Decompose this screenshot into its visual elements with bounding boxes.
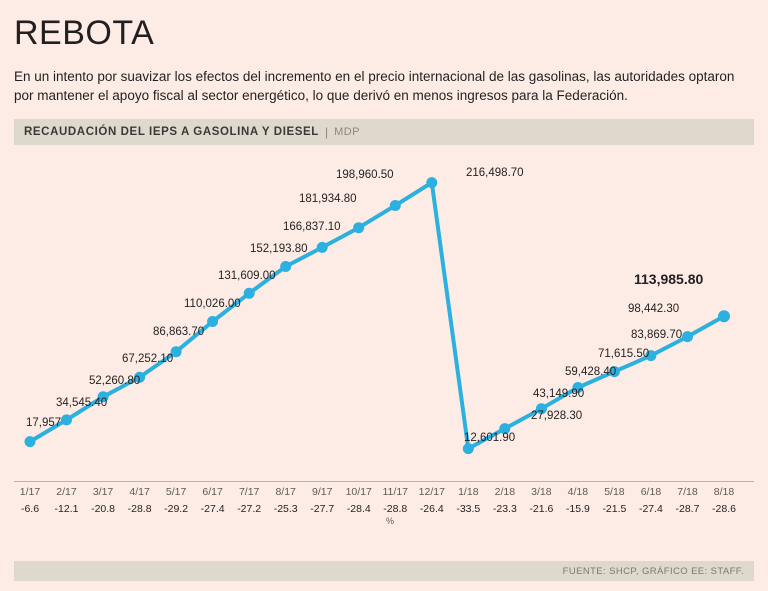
x-axis-percent-label: -21.5 (602, 502, 627, 515)
x-axis-percent-label: -20.8 (91, 502, 116, 515)
x-axis-period-label: 1/17 (19, 485, 41, 498)
x-axis-percent-label: -28.8 (383, 502, 408, 515)
data-label: 17,957 (26, 416, 62, 429)
x-axis-period-label: 4/17 (129, 485, 150, 498)
x-axis-tick (639, 482, 663, 515)
data-point (463, 443, 474, 454)
chart-area (14, 151, 754, 481)
x-axis-tick (55, 482, 79, 515)
x-axis-period-label: 2/17 (56, 485, 77, 498)
x-axis-period-label: 6/18 (640, 485, 662, 498)
x-axis-tick (456, 482, 480, 515)
data-point (25, 436, 36, 447)
data-point (353, 222, 364, 233)
data-point (244, 287, 255, 298)
data-label: 166,837.10 (283, 220, 341, 233)
x-axis-tick (274, 482, 298, 515)
data-label: 86,863.70 (153, 325, 205, 338)
percent-symbol: % (386, 515, 395, 526)
data-label: 152,193.80 (250, 242, 308, 255)
data-point (718, 310, 730, 322)
x-axis-percent-label: -27.2 (237, 502, 262, 515)
data-label: 131,609.00 (218, 269, 276, 282)
x-axis-tick (201, 482, 225, 515)
x-axis-tick (529, 482, 553, 515)
data-label: 52,260.80 (89, 374, 141, 387)
chart-unit-label: MDP (334, 125, 361, 138)
x-axis-percent-label: -28.7 (675, 502, 700, 515)
data-label: 34,545.40 (56, 396, 108, 409)
x-axis-percent-label: -29.2 (164, 502, 189, 515)
data-label: 181,934.80 (299, 192, 357, 205)
data-label: 98,442.30 (628, 302, 680, 315)
x-axis-period-label: 3/17 (92, 485, 114, 498)
chart-title-band (14, 119, 754, 145)
infographic-page (0, 14, 768, 591)
data-label: 110,026.00 (184, 297, 241, 310)
x-axis-percent-label: -15.9 (565, 502, 590, 515)
x-axis-tick (676, 482, 700, 515)
x-axis-period-label: 10/17 (345, 485, 372, 498)
x-axis-percent-label: -27.4 (200, 502, 225, 515)
data-label: 27,928.30 (531, 409, 583, 422)
x-axis-tick (419, 482, 445, 515)
data-point (426, 177, 437, 188)
x-axis-tick (310, 482, 334, 515)
x-axis-percent-label: -6.6 (20, 502, 40, 515)
data-label: 71,615.50 (598, 347, 650, 360)
x-axis-percent-label: -23.3 (492, 502, 517, 515)
standfirst-text: En un intento por suavizar los efectos del incremento en el precio internacional de las gasolinas, las autoridades optaron por mantener el apoyo fiscal al sector energético, lo que derivó en menos ingresos para la Federación. (14, 68, 735, 103)
chart-title: RECAUDACIÓN DEL IEPS A GASOLINA Y DIESEL (24, 125, 319, 138)
x-axis-period-label: 7/18 (677, 485, 698, 498)
x-axis-percent-label: -12.1 (54, 502, 79, 515)
x-axis-tick (712, 482, 736, 515)
page-title: REBOTA (14, 14, 155, 52)
title-separator: | (324, 124, 329, 139)
x-axis-percent-label: -28.4 (346, 502, 371, 515)
x-axis-tick (91, 482, 115, 515)
data-label: 67,252.10 (122, 352, 174, 365)
x-axis-period-label: 3/18 (531, 485, 552, 498)
x-axis-tick (128, 482, 152, 515)
source-band (14, 561, 754, 581)
data-point (390, 200, 401, 211)
series-line (30, 182, 724, 448)
x-axis-percent-label: -21.6 (529, 502, 554, 515)
x-axis-tick (164, 482, 188, 515)
x-axis-period-label: 5/17 (165, 485, 187, 498)
x-axis-period-label: 4/18 (567, 485, 589, 498)
x-axis-tick (383, 482, 409, 515)
data-point (207, 316, 218, 327)
x-axis-percent-label: -33.5 (456, 502, 481, 515)
data-label: 12,601.90 (464, 431, 516, 444)
x-axis-period-label: 2/18 (494, 485, 516, 498)
x-axis-period-label: 5/18 (604, 485, 625, 498)
x-axis-period-label: 9/17 (311, 485, 333, 498)
x-axis-percent-label: -28.6 (712, 502, 736, 515)
x-axis-percent-label: -27.4 (638, 502, 663, 515)
x-axis-percent-label: -28.8 (127, 502, 152, 515)
x-axis-period-label: 12/17 (418, 485, 445, 498)
data-label: 113,985.80 (634, 270, 704, 287)
x-axis-percent-label: -26.4 (419, 502, 444, 515)
x-axis-period-label: 8/18 (713, 485, 735, 498)
x-axis-tick (346, 482, 372, 515)
x-axis-period-label: 7/17 (238, 485, 260, 498)
x-axis-period-label: 8/17 (275, 485, 296, 498)
data-point (682, 331, 693, 342)
data-label: 216,498.70 (466, 166, 524, 179)
x-axis-tick (566, 482, 590, 515)
data-point (61, 414, 72, 425)
data-label: 59,428.40 (565, 365, 617, 378)
x-axis-tick (20, 482, 40, 515)
x-axis-tick (602, 482, 626, 515)
x-axis-period-label: 11/17 (382, 485, 408, 498)
data-point (280, 261, 291, 272)
line-chart-plot (14, 151, 754, 481)
x-axis (14, 481, 754, 528)
source-text: FUENTE: SHCP, GRÁFICO EE: STAFF. (562, 565, 744, 577)
x-axis-period-label: 6/17 (202, 485, 223, 498)
x-axis-tick (493, 482, 517, 515)
x-axis-period-label: 1/18 (458, 485, 479, 498)
data-label: 83,869.70 (631, 328, 683, 341)
data-label: 43,149.90 (533, 387, 585, 400)
data-point (317, 241, 328, 252)
x-axis-percent-label: -27.7 (310, 502, 335, 515)
x-axis-tick (237, 482, 261, 515)
data-label: 198,960.50 (336, 168, 394, 181)
x-axis-percent-label: -25.3 (273, 502, 298, 515)
